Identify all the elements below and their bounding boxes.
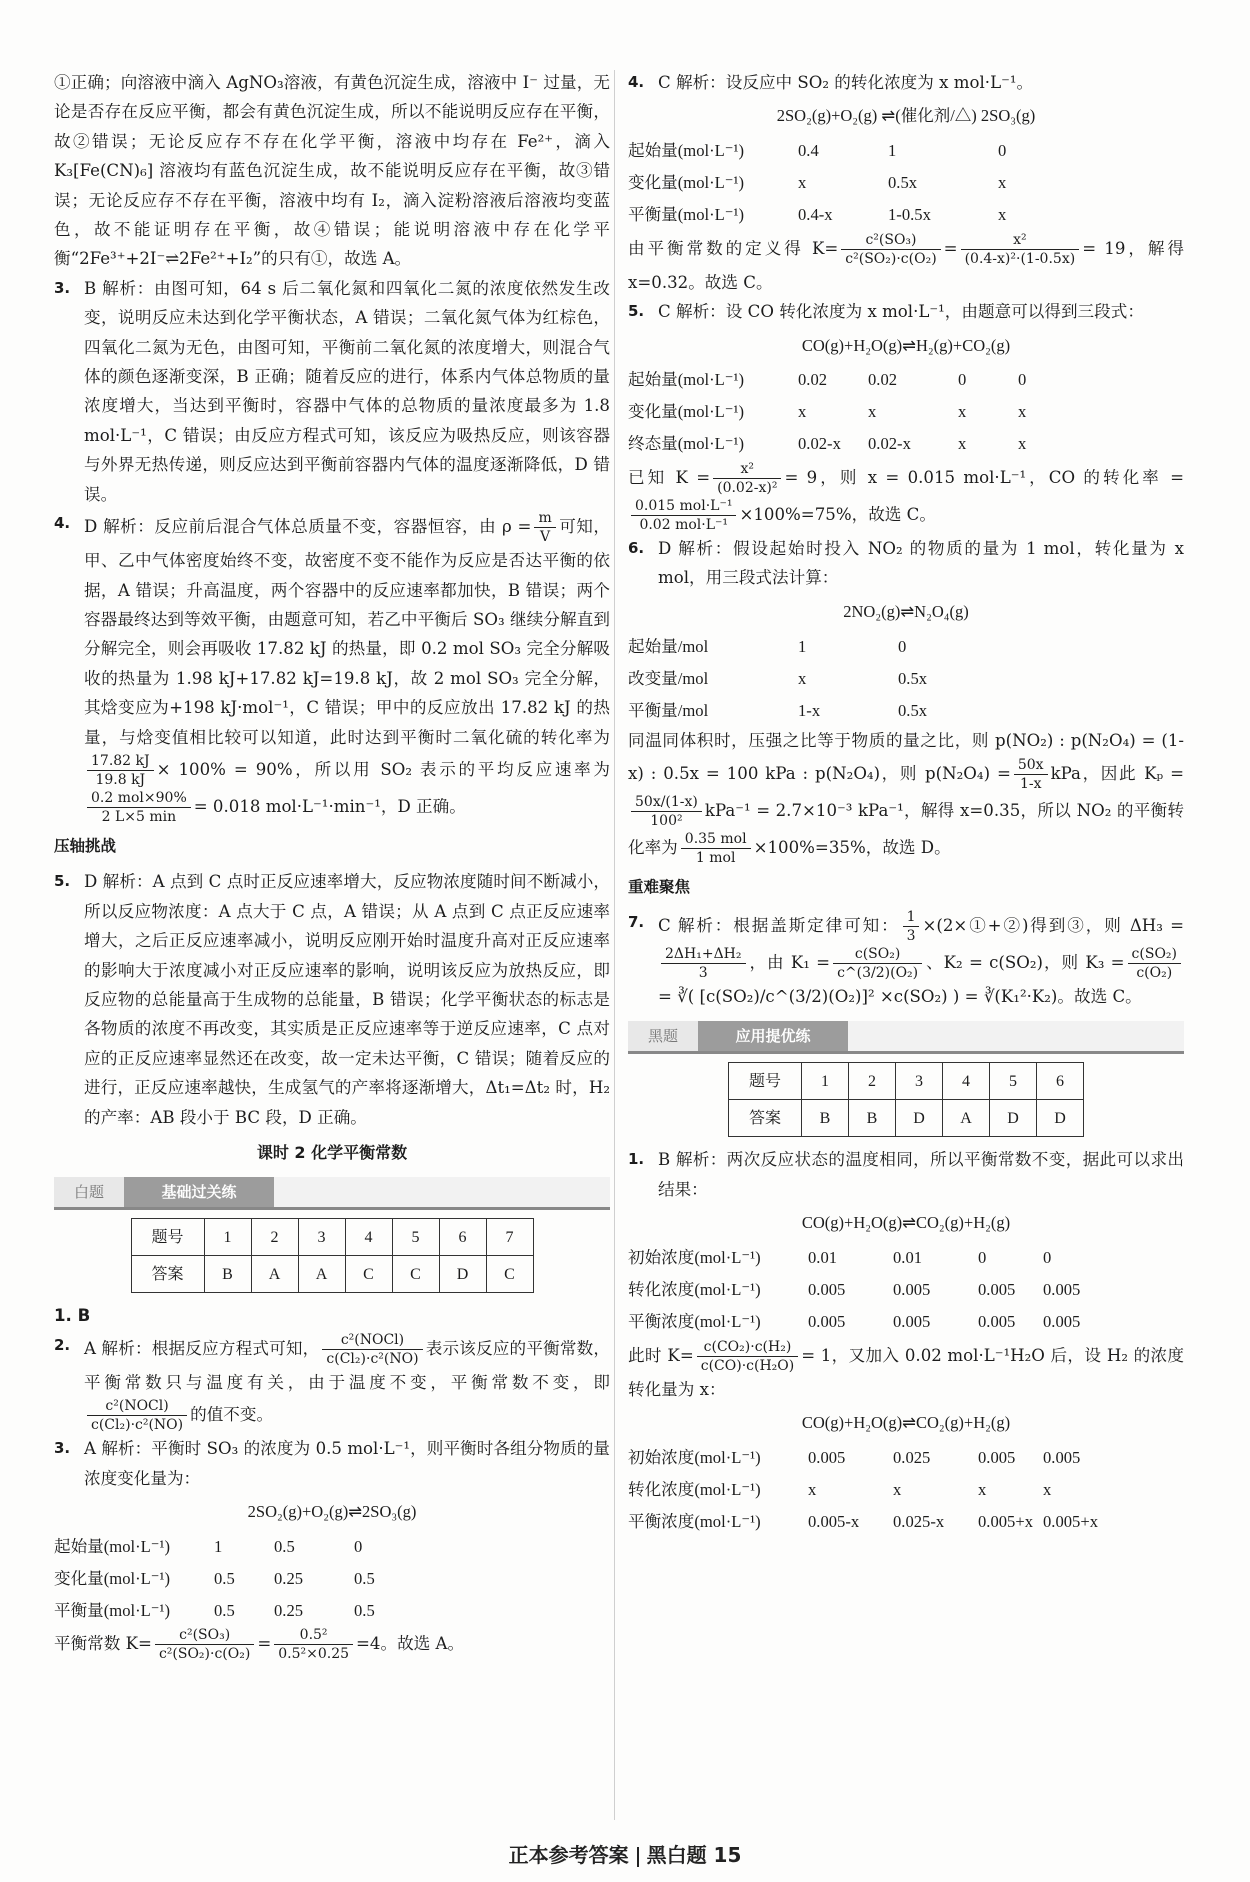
fraction	[274, 1626, 353, 1663]
answer-5	[54, 867, 610, 1132]
table-cell: A	[251, 1256, 298, 1293]
answer-text: A 解析：平衡时 SO₃ 的浓度为 0.5 mol·L⁻¹，则平衡时各组分物质的量浓度变化量为：	[84, 1439, 610, 1488]
fraction	[87, 752, 154, 789]
left-column	[54, 68, 610, 1663]
answer-7-right	[628, 908, 1184, 1011]
cell: 0.01	[808, 1247, 838, 1267]
table-cell: 1	[802, 1063, 849, 1100]
cell: 0.02-x	[868, 434, 911, 454]
table-row	[628, 694, 1184, 726]
reaction-equation: 2SO₂(g)+O₂(g)⇌2SO₃(g)	[247, 1502, 417, 1522]
cell: 0.005	[893, 1311, 931, 1331]
table-cell: 3	[298, 1219, 345, 1256]
answer-2	[54, 1331, 610, 1434]
numerator: x²	[713, 460, 781, 479]
answer-text: D 解析：假设起始时投入 NO₂ 的物质的量为 1 mol，转化量为 x mol，用三段式法计算：	[658, 539, 1184, 588]
reaction-equation: 2SO₂(g)+O₂(g) ⇌(催化剂/△) 2SO₃(g)	[776, 106, 1036, 126]
cell: 0.005	[1043, 1311, 1081, 1331]
cell: x	[808, 1479, 817, 1499]
table-cell: A	[943, 1100, 990, 1137]
table-row	[54, 1530, 610, 1562]
cell: 0	[354, 1536, 363, 1556]
numerator: 0.015 mol·L⁻¹	[631, 497, 736, 516]
cell: 0.005	[978, 1311, 1016, 1331]
text: 已知 K =	[628, 468, 711, 488]
fraction	[631, 793, 702, 830]
three-line-table	[54, 1530, 610, 1626]
row-label: 转化浓度(mol·L⁻¹)	[628, 1279, 761, 1299]
question-number: 4.	[54, 514, 71, 533]
cell: x	[1018, 402, 1027, 422]
cell: 0.4	[798, 141, 819, 161]
denominator: 1 mol	[695, 849, 736, 866]
table-cell: 6	[1037, 1063, 1084, 1100]
answer-3	[54, 274, 610, 509]
cell: 0.5	[354, 1600, 375, 1620]
cell: x	[998, 173, 1007, 193]
table-cell: C	[345, 1256, 392, 1293]
k-expression: 平衡常数 K= $\frac{\text{c²(SO₃)}}{\text{c²(SO₂)·c(O₂)}}$ = $\frac{\text{0.5²}}{\text{0.5²×0.25}}$ =4。故选 A。	[54, 1627, 465, 1663]
cell: 0.005+x	[1043, 1511, 1098, 1531]
fraction	[713, 460, 781, 497]
table-cell: 2	[251, 1219, 298, 1256]
answer-text: 表示该反应的平衡常数，平衡常数只与温度有关，由于温度不变，平衡常数不变，即	[84, 1338, 610, 1392]
table-cell: 5	[990, 1063, 1037, 1100]
question-number: 3.	[54, 278, 71, 297]
cell: 0.4-x	[798, 205, 833, 225]
fraction	[661, 945, 746, 982]
question-number: 5.	[54, 872, 71, 891]
cell: x	[1043, 1479, 1052, 1499]
page-footer	[0, 1839, 1250, 1868]
numerator: x²	[961, 231, 1080, 250]
fraction	[87, 789, 191, 826]
table-cell: 题号	[729, 1063, 802, 1100]
reaction-equation: CO(g)+H₂O(g)⇌CO₂(g)+H₂(g)	[801, 1413, 1011, 1433]
text: = 1，又加入 0.02 mol·L⁻¹H₂O 后，设 H₂ 的浓度转化量为 x：	[628, 1345, 1184, 1399]
answer-4	[54, 509, 610, 826]
answer-6-continued	[628, 726, 1184, 866]
three-line-table	[628, 1442, 1184, 1538]
answer-text: C 解析：设 CO 转化浓度为 x mol·L⁻¹，由题意可以得到三段式：	[658, 302, 1144, 322]
denominator: V	[540, 529, 551, 546]
fraction	[87, 1397, 187, 1434]
cell: 0.5	[214, 1600, 235, 1620]
denominator: c(Cl₂)·c²(NO)	[91, 1417, 184, 1434]
cell: 0.25	[274, 1568, 304, 1588]
column-divider	[614, 70, 615, 1820]
cell: x	[868, 402, 877, 422]
cell: x	[798, 668, 807, 688]
answer-1-continued	[628, 1338, 1184, 1404]
table-cell: D	[990, 1100, 1037, 1137]
text: ×100%=75%，故选 C。	[739, 505, 936, 525]
band-tag: 黑题	[628, 1021, 698, 1051]
table-row	[131, 1219, 533, 1256]
k-expression	[628, 460, 1184, 534]
cell: 1-x	[798, 700, 821, 720]
cell: 0	[958, 370, 967, 390]
row-label: 改变量/mol	[628, 668, 709, 688]
cell: 0.5x	[898, 700, 928, 720]
table-cell: B	[204, 1256, 251, 1293]
fraction	[841, 231, 940, 268]
table-row	[628, 630, 1184, 662]
cell: x	[998, 205, 1007, 225]
numerator: 0.35 mol	[681, 830, 751, 849]
answer-text: 可知，甲、乙中气体密度始终不变，故密度不变不能作为反应是否达平衡的依据，A 错误；升高温度，两个容器中的反应速率都加快，B 错误；两个容器最终达到等效平衡，由题意可知，若乙中平衡后 SO₃ 继续分解直到分解完全，则会再吸收 17.82 kJ 的热量，即 0.2 mol SO₃ 完全分解吸收的热量为 1.98 kJ+17.82 kJ=19.8 kJ，故 2 mol SO₃ 完全分解，其焓变应为+198 kJ·mol⁻¹，C 错误；甲中的反应放出 17.82 kJ 的热量，与焓变值相比较可以知道，此时达到平衡时二氧化硫的转化率为	[84, 517, 610, 747]
cell: 0.005	[978, 1279, 1016, 1299]
section-band-advanced	[628, 1021, 1184, 1054]
fraction	[155, 1626, 254, 1663]
denominator: c^(3/2)(O₂)	[837, 965, 919, 982]
three-line-table	[628, 364, 1184, 460]
cell: 0.5x	[888, 173, 918, 193]
denominator: 3	[906, 928, 916, 945]
text: = 9，则 x = 0.015 mol·L⁻¹，CO 的转化率 =	[784, 468, 1184, 488]
answer-5-right	[628, 297, 1184, 326]
denominator: c²(SO₂)·c(O₂)	[845, 250, 937, 267]
denominator: c(Cl₂)·c²(NO)	[326, 1350, 419, 1367]
fraction	[681, 830, 751, 867]
row-label: 平衡量(mol·L⁻¹)	[54, 1600, 171, 1620]
answer-4-right	[628, 68, 1184, 97]
three-line-table	[628, 630, 1184, 726]
table-row	[628, 135, 1184, 167]
denominator: 0.5²×0.25	[278, 1646, 350, 1663]
denominator: c(CO)·c(H₂O)	[700, 1357, 795, 1374]
cell: 0.5	[274, 1536, 295, 1556]
band-label: 基础过关练	[124, 1177, 274, 1207]
row-label: 初始浓度(mol·L⁻¹)	[628, 1447, 761, 1467]
reaction-equation: CO(g)+H₂O(g)⇌H₂(g)+CO₂(g)	[801, 335, 1011, 355]
table-cell: C	[486, 1256, 533, 1293]
table-row	[628, 364, 1184, 396]
text: kPa⁻¹ = 2.7×10⁻³ kPa⁻¹，解得 x=0.35，所以 NO₂ 的平衡转化率为	[628, 800, 1184, 857]
text: 同温同体积时，压强之比等于物质的量之比，则 p(NO₂) : p(N₂O₄) = (1-x) : 0.5x = 100 kPa : p(N₂O₄)，则 p(N₂O₄) =	[628, 731, 1184, 783]
denominator: 0.02 mol·L⁻¹	[639, 517, 729, 534]
question-number: 1.	[628, 1150, 645, 1169]
numerator: 1	[903, 908, 920, 927]
row-label: 起始量(mol·L⁻¹)	[54, 1536, 171, 1556]
row-label: 终态量(mol·L⁻¹)	[628, 434, 745, 454]
cell: 0.005+x	[978, 1511, 1033, 1531]
question-number: 5.	[628, 302, 645, 321]
fraction	[833, 945, 922, 982]
row-label: 起始量(mol·L⁻¹)	[628, 141, 745, 161]
row-label: 初始浓度(mol·L⁻¹)	[628, 1247, 761, 1267]
reaction-equation: CO(g)+H₂O(g)⇌CO₂(g)+H₂(g)	[801, 1213, 1011, 1233]
cell: 0	[1043, 1247, 1052, 1267]
cell: 1	[214, 1536, 223, 1556]
cell: x	[798, 402, 807, 422]
row-label: 转化浓度(mol·L⁻¹)	[628, 1479, 761, 1499]
challenge-heading: 压轴挑战	[54, 836, 117, 855]
question-number: 2.	[54, 1335, 71, 1354]
table-row	[729, 1063, 1084, 1100]
fraction	[631, 497, 736, 534]
table-row	[628, 662, 1184, 694]
table-cell: 答案	[131, 1256, 204, 1293]
text: kPa，因此 Kₚ =	[1050, 763, 1185, 783]
row-label: 起始量(mol·L⁻¹)	[628, 370, 745, 390]
cell: 0.005	[978, 1447, 1016, 1467]
table-cell: 6	[439, 1219, 486, 1256]
table-row	[628, 167, 1184, 199]
numerator: m	[534, 509, 555, 528]
denominator: 1-x	[1019, 775, 1042, 792]
table-cell: 2	[849, 1063, 896, 1100]
row-label: 平衡量(mol·L⁻¹)	[628, 205, 745, 225]
k-expression: 由平衡常数的定义得 K= $\frac{\text{c²(SO₃)}}{\text{c²(SO₂)·c(O₂)}}$ = $\frac{\text{x²}}{\text{(0.4-x)²·(1-0.5x)}}$ = 19，解得 x=0.32。故选 C。	[628, 231, 1185, 292]
cell: 0.5	[214, 1568, 235, 1588]
table-cell: C	[392, 1256, 439, 1293]
denominator: 2 L×5 min	[101, 808, 177, 825]
numerator: 0.5²	[274, 1626, 353, 1645]
answer-1: 1. B	[54, 1306, 91, 1326]
row-label: 平衡浓度(mol·L⁻¹)	[628, 1311, 761, 1331]
numerator: 50x	[1014, 756, 1048, 775]
cell: 0.005-x	[808, 1511, 860, 1531]
answer-text: 的值不变。	[190, 1405, 274, 1425]
cell: 0.005	[808, 1447, 846, 1467]
three-line-table	[628, 135, 1184, 231]
cell: 0.005	[808, 1279, 846, 1299]
table-row	[54, 1594, 610, 1626]
text: C 解析：根据盖斯定律可知：	[658, 916, 900, 936]
footer-page-label: 黑白题 15	[646, 1843, 742, 1867]
table-row	[628, 1506, 1184, 1538]
denominator: 100²	[650, 812, 683, 829]
numerator: c²(NOCl)	[87, 1397, 187, 1416]
answer-1-right	[628, 1145, 1184, 1204]
cell: x	[958, 402, 967, 422]
question-number: 6.	[628, 539, 645, 558]
text: = ∛( [c(SO₂)/c^(3/2)(O₂)]² ×c(SO₂) ) = ∛(K₁²·K₂)。故选 C。	[658, 987, 1142, 1007]
denominator: c(O₂)	[1136, 965, 1173, 982]
row-label: 变化量(mol·L⁻¹)	[628, 173, 745, 193]
answer-table	[728, 1062, 1084, 1137]
table-row	[628, 1474, 1184, 1506]
answer-text: = 0.018 mol·L⁻¹·min⁻¹，D 正确。	[193, 796, 466, 816]
text: ×(2×①+②)得到③，则 ΔH₃ =	[922, 916, 1184, 936]
table-cell: D	[1037, 1100, 1084, 1137]
answer-text: A 解析：根据反应方程式可知，	[84, 1338, 320, 1358]
denominator: (0.4-x)²·(1-0.5x)	[964, 250, 1076, 267]
table-row	[628, 396, 1184, 428]
fraction	[1014, 756, 1048, 793]
question-number: 3.	[54, 1439, 71, 1458]
numerator: c(CO₂)·c(H₂)	[697, 1338, 798, 1357]
table-row	[54, 1562, 610, 1594]
numerator: c(SO₂)	[833, 945, 922, 964]
fraction	[534, 509, 555, 546]
cell: 1	[888, 141, 897, 161]
row-label: 变化量(mol·L⁻¹)	[54, 1568, 171, 1588]
text: 此时 K=	[628, 1345, 694, 1365]
answer-table	[131, 1218, 534, 1293]
numerator: c(SO₂)	[1128, 945, 1181, 964]
focus-heading: 重难聚焦	[628, 877, 691, 896]
numerator: 0.2 mol×90%	[87, 789, 191, 808]
intro-paragraph: ①正确；向溶液中滴入 AgNO₃溶液，有黄色沉淀生成，溶液中 I⁻ 过量，无论是否存在反应平衡，都会有黄色沉淀生成，所以不能说明反应存在平衡，故②错误；无论反应存不存在化学平衡，溶液中均存在 Fe²⁺，滴入 K₃[Fe(CN)₆] 溶液均有蓝色沉淀生成，故不能说明反应存在平衡，故③错误；无论反应存不存在平衡，溶液中均有 I₂，滴入淀粉溶液后溶液均变蓝色，故不能证明存在平衡，故④错误；能说明溶液中存在化学平衡“2Fe³⁺+2I⁻⇌2Fe²⁺+I₂”的只有①，故选 A。	[54, 73, 610, 269]
cell: x	[798, 173, 807, 193]
cell: 0.5x	[898, 668, 928, 688]
row-label: 变化量(mol·L⁻¹)	[628, 402, 745, 422]
table-cell: B	[802, 1100, 849, 1137]
text: 平衡常数 K=	[54, 1634, 152, 1654]
table-cell: B	[849, 1100, 896, 1137]
table-cell: 5	[392, 1219, 439, 1256]
text: =4。故选 A。	[356, 1634, 465, 1654]
answer-3b	[54, 1434, 610, 1493]
fraction	[1128, 945, 1181, 982]
table-row	[628, 199, 1184, 231]
numerator: c²(NOCl)	[322, 1331, 422, 1350]
cell: x	[1018, 434, 1027, 454]
answer-text: D 解析：A 点到 C 点时正反应速率增大，反应物浓度随时间不断减小，所以反应物浓度：A 点大于 C 点，A 错误；从 A 点到 C 点正反应速率增大，之后正反应速率减小，说明反应刚开始时温度升高对正反应速率的影响大于浓度减小对正反应速率的影响，说明该反应为放热反应，即反应物的总能量高于生成物的总能量，B 错误；化学平衡状态的标志是各物质的浓度不再改变，其实质是正反应速率等于逆反应速率，C 点对应的正反应速率显然还在改变，故一定未达平衡，C 错误；随着反应的进行，正反应速率越快，生成氢气的产率将逐渐增大，Δt₁=Δt₂ 时，H₂ 的产率：AB 段小于 BC 段，D 正确。	[84, 872, 610, 1127]
cell: 0.02	[798, 370, 828, 390]
denominator: (0.02-x)²	[717, 480, 778, 497]
table-row	[729, 1100, 1084, 1137]
denominator: 19.8 kJ	[95, 771, 146, 788]
band-label: 应用提优练	[698, 1021, 848, 1051]
question-number: 7.	[628, 913, 645, 932]
denominator: 3	[698, 965, 708, 982]
table-cell: 7	[486, 1219, 533, 1256]
cell: x	[958, 434, 967, 454]
text: ，由 K₁ =	[748, 953, 831, 973]
numerator: 50x/(1-x)	[631, 793, 702, 812]
cell: 0.005	[893, 1279, 931, 1299]
text: = 19，解得 x=0.32。故选 C。	[628, 238, 1185, 292]
table-row	[628, 1242, 1184, 1274]
cell: 0.005	[1043, 1447, 1081, 1467]
question-number: 4.	[628, 73, 645, 91]
cell: 1-0.5x	[888, 205, 931, 225]
table-cell: D	[439, 1256, 486, 1293]
fraction	[322, 1331, 422, 1368]
table-cell: 4	[943, 1063, 990, 1100]
table-cell: 3	[896, 1063, 943, 1100]
answer-text: C 解析：设反应中 SO₂ 的转化浓度为 x mol·L⁻¹。	[658, 73, 1034, 92]
cell: 0.25	[274, 1600, 304, 1620]
table-cell: D	[896, 1100, 943, 1137]
table-cell: 题号	[131, 1219, 204, 1256]
row-label: 起始量/mol	[628, 636, 709, 656]
section-band-basic	[54, 1177, 610, 1210]
table-row	[131, 1256, 533, 1293]
cell: x	[893, 1479, 902, 1499]
text: ×100%=35%，故选 D。	[753, 837, 951, 857]
cell: 0	[978, 1247, 987, 1267]
lesson-title: 课时 2 化学平衡常数	[256, 1143, 408, 1162]
answer-text: × 100% = 90%，所以用 SO₂ 表示的平均反应速率为	[156, 759, 610, 779]
cell: 0.025-x	[893, 1511, 945, 1531]
answer-6-right	[628, 534, 1184, 593]
cell: 0.025	[893, 1447, 931, 1467]
numerator: c²(SO₃)	[155, 1626, 254, 1645]
right-column	[628, 68, 1184, 1538]
answer-text: D 解析：反应前后混合气体总质量不变，容器恒容，由 ρ =	[84, 517, 532, 537]
cell: 0	[998, 141, 1007, 161]
cell: 0.02	[868, 370, 898, 390]
cell: x	[978, 1479, 987, 1499]
fraction	[697, 1338, 798, 1375]
text: B 解析：两次反应状态的温度相同，所以平衡常数不变，据此可以求出结果：	[658, 1150, 1184, 1199]
row-label: 平衡浓度(mol·L⁻¹)	[628, 1511, 761, 1531]
cell: 0	[898, 636, 907, 656]
denominator: c²(SO₂)·c(O₂)	[158, 1646, 251, 1663]
table-cell: A	[298, 1256, 345, 1293]
row-label: 平衡量/mol	[628, 700, 709, 720]
three-line-table	[628, 1242, 1184, 1338]
fraction	[903, 908, 920, 945]
fraction	[961, 231, 1080, 268]
table-row	[628, 1442, 1184, 1474]
table-row	[628, 428, 1184, 460]
numerator: 17.82 kJ	[87, 752, 154, 771]
cell: 0.01	[893, 1247, 923, 1267]
numerator: 2ΔH₁+ΔH₂	[661, 945, 746, 964]
answer-text: B 解析：由图可知，64 s 后二氧化氮和四氧化二氮的浓度依然发生改变，说明反应未达到化学平衡状态，A 错误；二氧化氮气体为红棕色，四氧化二氮为无色，由图可知，平衡前二氧化氮的浓度增大，则混合气体的颜色逐渐变深，B 正确；随着反应的进行，体系内气体总物质的量浓度增大，当达到平衡时，容器中气体的总物质的量浓度最多为 1.8 mol·L⁻¹，C 错误；由反应方程式可知，该反应为吸热反应，则该容器与外界无热传递，则反应达到平衡前容器内气体的温度逐渐降低，D 错误。	[84, 278, 610, 504]
reaction-equation: 2NO₂(g)⇌N₂O₄(g)	[843, 601, 969, 621]
cell: 0.005	[808, 1311, 846, 1331]
table-cell: 1	[204, 1219, 251, 1256]
cell: 0	[1018, 370, 1027, 390]
cell: 0.005	[1043, 1279, 1081, 1299]
table-row	[628, 1306, 1184, 1338]
cell: 1	[798, 636, 807, 656]
numerator: c²(SO₃)	[841, 231, 940, 250]
table-cell: 答案	[729, 1100, 802, 1137]
band-tag: 白题	[54, 1177, 124, 1207]
table-cell: 4	[345, 1219, 392, 1256]
text: 由平衡常数的定义得 K=	[628, 238, 839, 258]
footer-separator	[637, 1847, 639, 1867]
cell: 0.5	[354, 1568, 375, 1588]
cell: 0.02-x	[798, 434, 841, 454]
table-row	[628, 1274, 1184, 1306]
footer-book-title: 正本参考答案	[508, 1843, 629, 1867]
text: 、K₂ = c(SO₂)，则 K₃ =	[925, 953, 1125, 973]
